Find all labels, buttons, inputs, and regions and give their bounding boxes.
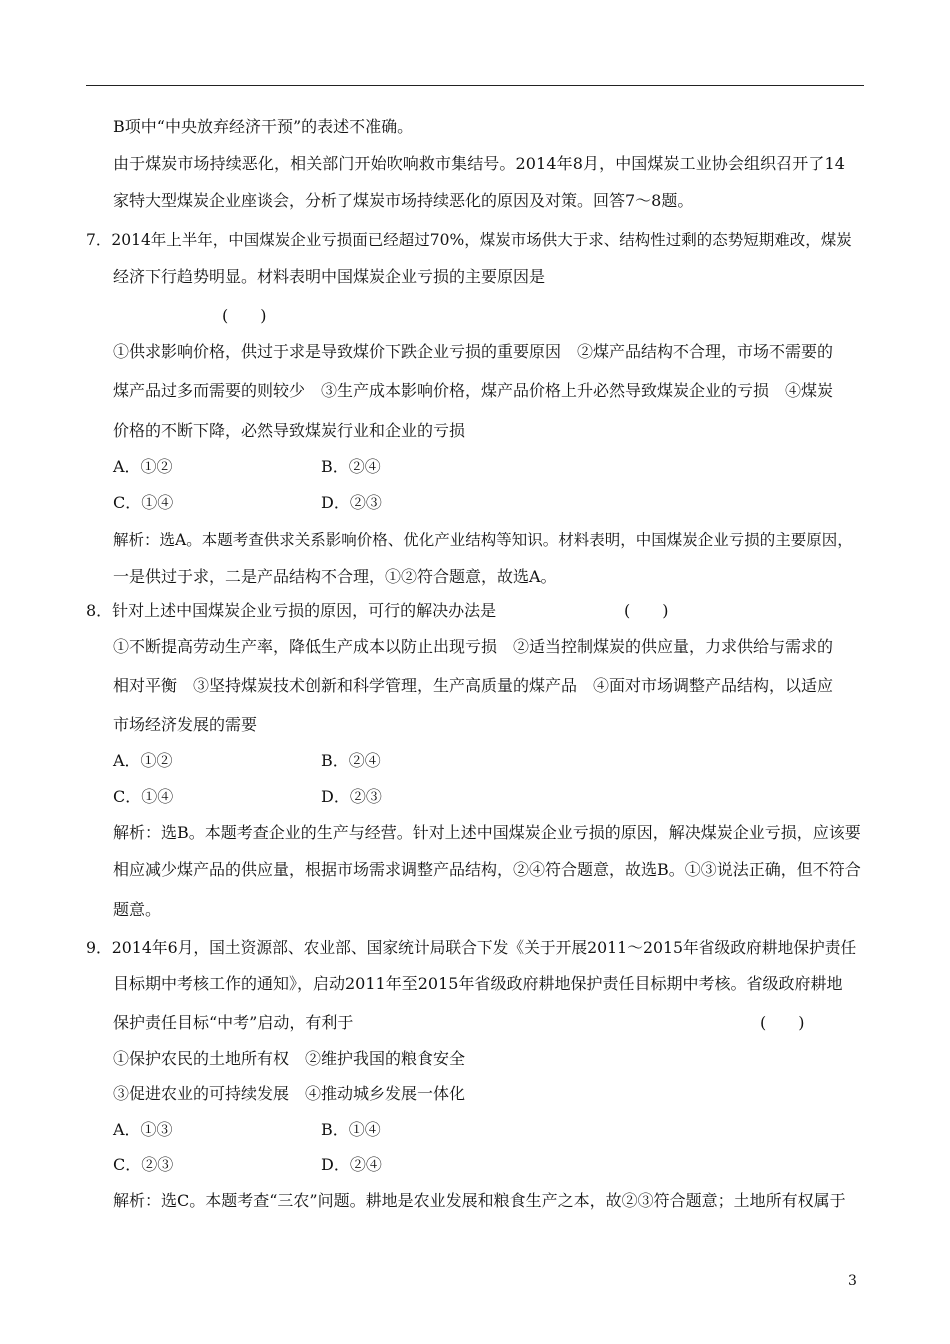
q9-option-c: C．②③ <box>113 1155 174 1174</box>
option-b-note: B项中“中央放弃经济干预”的表述不准确。 <box>113 117 414 136</box>
q8-option-a: A．①② <box>113 751 173 770</box>
q7-option-b: B．②④ <box>321 457 381 476</box>
q7-option-a: A．①② <box>113 457 173 476</box>
context-line-2: 家特大型煤炭企业座谈会，分析了煤炭市场持续恶化的原因及对策。回答7～8题。 <box>113 191 694 210</box>
q8-analysis-line-2: 相应减少煤产品的供应量，根据市场需求调整产品结构，②④符合题意，故选B。①③说法正确，但不符合 <box>113 860 861 879</box>
q7-stem-line-2: 经济下行趋势明显。材料表明中国煤炭企业亏损的主要原因是 <box>113 267 546 286</box>
q9-items-line-2: ③促进农业的可持续发展 ④推动城乡发展一体化 <box>113 1084 466 1103</box>
page-number: 3 <box>848 1273 857 1289</box>
q8-items-line-3: 市场经济发展的需要 <box>113 715 258 734</box>
q8-option-d: D．②③ <box>321 787 382 806</box>
context-line-1: 由于煤炭市场持续恶化，相关部门开始吹响救市集结号。2014年8月，中国煤炭工业协会组织召开了14 <box>113 154 846 173</box>
q8-stem-line-1: 8．针对上述中国煤炭企业亏损的原因，可行的解决办法是 <box>86 601 497 620</box>
q9-option-a: A．①③ <box>113 1120 173 1139</box>
q7-option-c: C．①④ <box>113 493 174 512</box>
q7-stem-line-1: 7．2014年上半年，中国煤炭企业亏损面已经超过70%，煤炭市场供大于求、结构性过剩的态势短期难改，煤炭 <box>86 231 852 249</box>
q8-option-c: C．①④ <box>113 787 174 806</box>
q8-answer-blank: ( ) <box>624 601 669 620</box>
q7-analysis-line-2: 一是供过于求，二是产品结构不合理，①②符合题意，故选A。 <box>113 567 557 586</box>
q8-items-line-2: 相对平衡 ③坚持煤炭技术创新和科学管理，生产高质量的煤产品 ④面对市场调整产品结构，以适应 <box>113 676 834 695</box>
header-rule <box>86 85 864 86</box>
q9-option-d: D．②④ <box>321 1155 382 1174</box>
q7-answer-blank: ( ) <box>222 306 267 325</box>
q7-items-line-2: 煤产品过多而需要的则较少 ③生产成本影响价格，煤产品价格上升必然导致煤炭企业的亏损 ④煤炭 <box>113 381 834 400</box>
q8-items-line-1: ①不断提高劳动生产率，降低生产成本以防止出现亏损 ②适当控制煤炭的供应量，力求供给与需求的 <box>113 637 834 656</box>
q8-analysis-line-1: 解析：选B。本题考查企业的生产与经营。针对上述中国煤炭企业亏损的原因，解决煤炭企业亏损，应该要 <box>113 823 861 842</box>
q8-analysis-line-3: 题意。 <box>113 900 162 919</box>
q7-option-d: D．②③ <box>321 493 382 512</box>
q7-analysis-line-1: 解析：选A。本题考查供求关系影响价格、优化产业结构等知识。材料表明，中国煤炭企业亏损的主要原因， <box>113 531 853 549</box>
q9-items-line-1: ①保护农民的土地所有权 ②维护我国的粮食安全 <box>113 1049 466 1068</box>
q9-analysis-line-1: 解析：选C。本题考查“三农”问题。耕地是农业发展和粮食生产之本，故②③符合题意；土地所有权属于 <box>113 1191 846 1210</box>
q8-option-b: B．②④ <box>321 751 381 770</box>
q9-stem-line-3: 保护责任目标“中考”启动，有利于 <box>113 1013 354 1032</box>
q7-items-line-1: ①供求影响价格，供过于求是导致煤价下跌企业亏损的重要原因 ②煤产品结构不合理，市场不需要的 <box>113 342 834 361</box>
q9-stem-line-1: 9．2014年6月，国土资源部、农业部、国家统计局联合下发《关于开展2011～2015年省级政府耕地保护责任 <box>86 938 857 957</box>
q9-answer-blank: ( ) <box>760 1013 805 1032</box>
q9-stem-line-2: 目标期中考核工作的通知》，启动2011年至2015年省级政府耕地保护责任目标期中考核。省级政府耕地 <box>113 974 843 993</box>
q7-items-line-3: 价格的不断下降，必然导致煤炭行业和企业的亏损 <box>113 421 466 440</box>
q9-option-b: B．①④ <box>321 1120 381 1139</box>
